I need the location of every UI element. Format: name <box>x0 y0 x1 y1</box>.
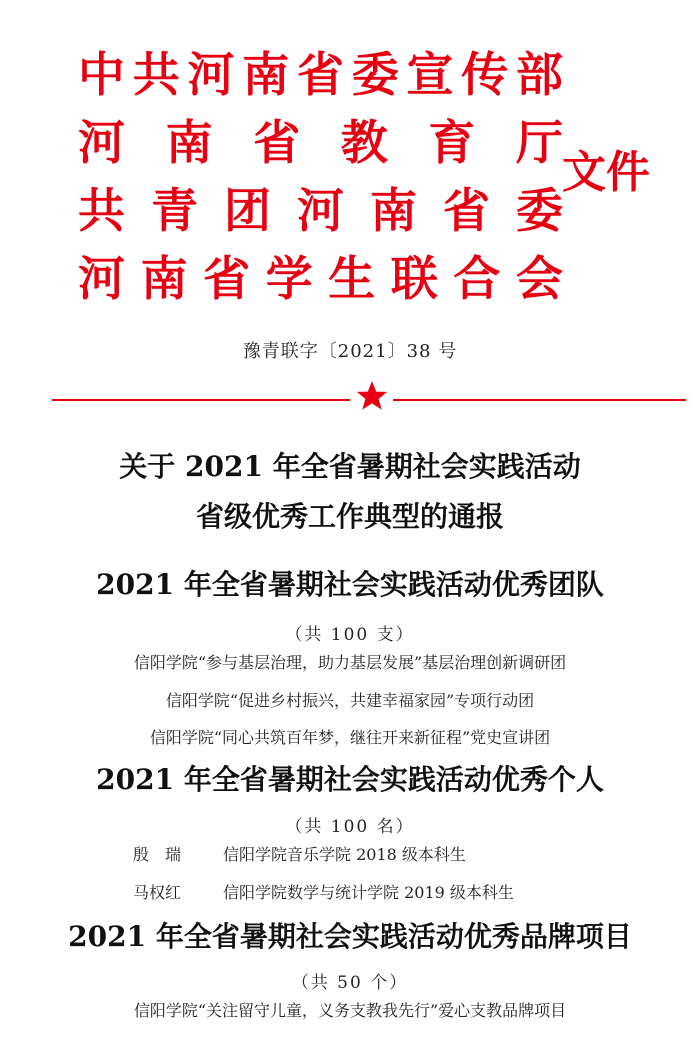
project-entry: 信阳学院“关注留守儿童，义务支教我先行”爱心支教品牌项目 <box>133 1001 567 1020</box>
issuer-char: 南 <box>140 252 188 307</box>
issuer-char: 育 <box>428 116 476 171</box>
issuer-char: 厅 <box>515 116 563 171</box>
section-heading-teams: 2021 年全省暑期社会实践活动优秀团队 <box>96 568 604 601</box>
issuer-char: 中 <box>78 48 125 103</box>
issuer-char: 会 <box>515 252 563 307</box>
issuer-char: 河 <box>78 252 125 307</box>
separator-line-right <box>393 399 686 401</box>
teams-count: （共 100 支） <box>285 625 415 645</box>
star-icon <box>356 380 388 412</box>
issuer-char: 宣 <box>406 48 454 103</box>
issuer-char: 南 <box>165 116 213 171</box>
issuer-char: 学 <box>265 252 313 307</box>
issuing-bodies <box>78 42 563 314</box>
team-entry: 信阳学院“促进乡村振兴，共建幸福家园”专项行动团 <box>165 691 535 710</box>
person-entry <box>133 842 466 865</box>
separator-line-left <box>52 399 350 401</box>
person-name: 马权红 <box>133 883 182 902</box>
section-heading-projects: 2021 年全省暑期社会实践活动优秀品牌项目 <box>68 920 632 953</box>
issuer-char: 南 <box>242 48 290 103</box>
issuer-line <box>78 178 563 246</box>
person-detail: 信阳学院音乐学院 2018 级本科生 <box>223 845 466 864</box>
issuer-char: 南 <box>370 184 417 239</box>
issuer-line <box>78 42 563 110</box>
issuer-char: 河 <box>187 48 235 103</box>
issuer-char: 省 <box>203 252 251 307</box>
team-entry: 信阳学院“同心共筑百年梦，继往开来新征程”党史宣讲团 <box>149 728 551 747</box>
issuer-char: 团 <box>224 184 271 239</box>
issuer-line <box>78 246 563 314</box>
issuer-char: 省 <box>443 184 490 239</box>
issuer-char: 部 <box>516 48 563 103</box>
section-heading-individuals: 2021 年全省暑期社会实践活动优秀个人 <box>96 763 604 796</box>
issuer-char: 省 <box>253 116 301 171</box>
individuals-count: （共 100 名） <box>285 817 415 837</box>
projects-count: （共 50 个） <box>291 973 409 993</box>
issuer-char: 河 <box>78 116 125 171</box>
issuer-line <box>78 110 563 178</box>
document-suffix: 文件 <box>562 147 650 198</box>
team-entry: 信阳学院“参与基层治理，助力基层发展”基层治理创新调研团 <box>133 653 567 672</box>
person-detail: 信阳学院数学与统计学院 2019 级本科生 <box>223 883 514 902</box>
person-entry <box>133 880 514 903</box>
issuer-char: 省 <box>297 48 344 103</box>
document-number: 豫青联字〔2021〕38 号 <box>242 341 458 362</box>
issuer-char: 生 <box>328 252 376 307</box>
issuer-char: 委 <box>351 48 399 103</box>
issuer-char: 教 <box>340 116 388 171</box>
issuer-char: 联 <box>390 252 438 307</box>
issuer-char: 共 <box>78 184 125 239</box>
issuer-char: 河 <box>297 184 344 239</box>
issuer-char: 委 <box>516 184 563 239</box>
notice-title-line-2: 省级优秀工作典型的通报 <box>195 500 504 533</box>
issuer-char: 共 <box>132 48 180 103</box>
issuer-char: 青 <box>151 184 198 239</box>
issuer-char: 合 <box>453 252 501 307</box>
issuer-char: 传 <box>461 48 509 103</box>
notice-title-line-1: 关于 2021 年全省暑期社会实践活动 <box>119 450 581 483</box>
person-name: 殷 瑞 <box>133 845 182 864</box>
